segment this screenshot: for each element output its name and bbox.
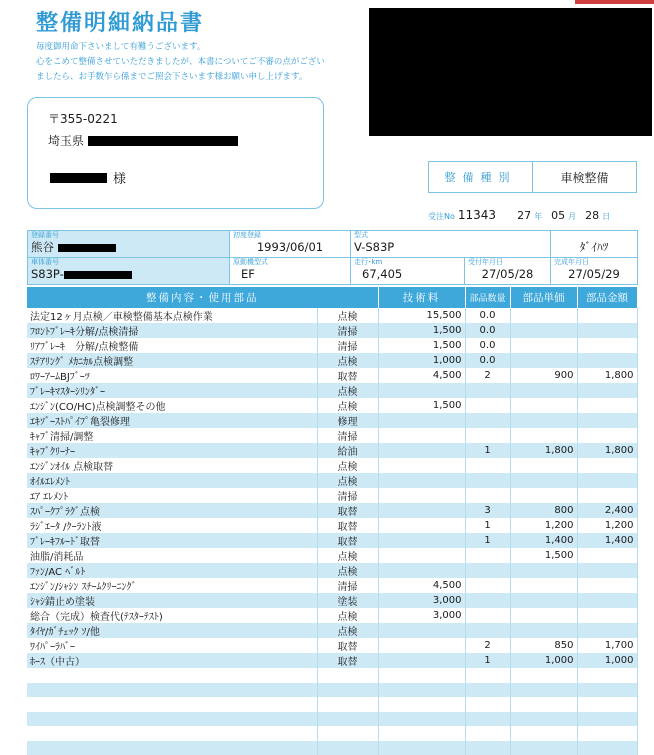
table-row — [27, 338, 637, 353]
table-row — [27, 308, 637, 323]
item-labor — [378, 443, 465, 458]
reception-month: 05 — [551, 209, 565, 222]
item-amount — [577, 413, 637, 428]
item-amount — [577, 563, 637, 578]
item-amount: 1,800 — [577, 443, 637, 458]
header-labor: 技術料 — [378, 287, 465, 308]
item-quantity: 2 — [465, 638, 510, 653]
item-amount — [577, 683, 637, 698]
day-unit: 日 — [602, 211, 610, 222]
table-row — [27, 353, 637, 368]
item-unit-price — [510, 413, 577, 428]
item-amount: 1,200 — [577, 518, 637, 533]
item-labor — [378, 383, 465, 398]
item-operation: 塗装 — [317, 593, 378, 608]
item-operation — [317, 741, 378, 755]
mileage-caption: 走行･km — [354, 258, 461, 267]
reg-no-value: 熊谷 — [31, 240, 226, 254]
item-operation: 点検 — [317, 398, 378, 413]
table-row — [27, 548, 637, 563]
table-row — [27, 443, 637, 458]
service-type-label: 整備種別 — [429, 162, 533, 192]
item-quantity — [465, 563, 510, 578]
month-unit: 月 — [568, 211, 576, 222]
item-labor — [378, 741, 465, 755]
item-quantity: 0.0 — [465, 308, 510, 323]
table-row — [27, 638, 637, 653]
customer-prefecture: 埼玉県 — [48, 132, 84, 149]
item-operation: 取替 — [317, 368, 378, 383]
item-unit-price: 900 — [510, 368, 577, 383]
item-operation: 清掃 — [317, 428, 378, 443]
item-description: ﾌｧﾝ/AC ﾍﾞﾙﾄ — [27, 563, 317, 578]
greeting-line: 心をこめて整備させていただきましたが、本書についてご不審の点がござい — [36, 55, 366, 70]
item-description — [27, 726, 317, 741]
table-row — [27, 368, 637, 383]
item-amount — [577, 623, 637, 638]
item-description: ｴﾝｼﾞﾝ/ｼｬｼﾝ ｽﾁｰﾑｸﾘｰﾆﾝｸﾞ — [27, 578, 317, 593]
item-unit-price — [510, 593, 577, 608]
item-labor — [378, 428, 465, 443]
item-unit-price: 1,200 — [510, 518, 577, 533]
reception-number: 11343 — [458, 208, 496, 222]
item-unit-price — [510, 473, 577, 488]
item-labor — [378, 683, 465, 698]
item-operation: 点検 — [317, 353, 378, 368]
item-unit-price — [510, 398, 577, 413]
item-amount — [577, 308, 637, 323]
customer-honorific: 様 — [113, 168, 126, 187]
chassis-value: S83P- — [31, 267, 226, 281]
item-amount — [577, 712, 637, 727]
item-operation — [317, 726, 378, 741]
item-amount — [577, 608, 637, 623]
item-operation: 清掃 — [317, 488, 378, 503]
table-row — [27, 741, 637, 755]
item-unit-price: 1,500 — [510, 548, 577, 563]
header-unit-price: 部品単価 — [510, 287, 577, 308]
item-description: ﾛﾜｰｱｰﾑBJﾌﾞｰﾂ — [27, 368, 317, 383]
item-amount: 1,700 — [577, 638, 637, 653]
table-row — [27, 563, 637, 578]
table-row — [27, 413, 637, 428]
item-quantity — [465, 383, 510, 398]
customer-address — [48, 132, 238, 149]
item-quantity — [465, 488, 510, 503]
greeting-line: 毎度御用命下さいまして有難うございます。 — [36, 40, 366, 55]
item-unit-price — [510, 323, 577, 338]
reg-no-cell — [28, 231, 230, 258]
item-description: ｽﾊﾟｰｸﾌﾟﾗｸﾞ点検 — [27, 503, 317, 518]
item-labor — [378, 563, 465, 578]
item-unit-price: 1,400 — [510, 533, 577, 548]
first-reg-cell — [230, 231, 351, 258]
item-amount — [577, 323, 637, 338]
item-operation: 点検 — [317, 458, 378, 473]
received-value: 27/05/28 — [468, 267, 547, 281]
item-quantity: 0.0 — [465, 338, 510, 353]
table-row — [27, 473, 637, 488]
table-row — [27, 488, 637, 503]
mileage-value: 67,405 — [354, 267, 461, 281]
item-description: 油脂/消耗品 — [27, 548, 317, 563]
reception-year: 27 — [517, 209, 531, 222]
table-row — [27, 697, 637, 712]
item-operation: 点検 — [317, 473, 378, 488]
redacted-address — [88, 136, 238, 146]
item-amount: 2,400 — [577, 503, 637, 518]
received-caption: 受付年月日 — [468, 258, 547, 267]
item-labor — [378, 413, 465, 428]
first-reg-caption: 初度登録 — [233, 231, 347, 240]
item-description: ｴﾝｼﾞﾝ(CO/HC)点検調整その他 — [27, 398, 317, 413]
document-title: 整備明細納品書 — [36, 6, 204, 37]
item-unit-price: 800 — [510, 503, 577, 518]
item-operation — [317, 697, 378, 712]
item-labor: 1,500 — [378, 338, 465, 353]
item-amount — [577, 428, 637, 443]
item-amount — [577, 726, 637, 741]
table-row — [27, 608, 637, 623]
item-description: 総合（完成）検査代(ﾃｽﾀｰﾃｽﾄ) — [27, 608, 317, 623]
item-labor: 4,500 — [378, 578, 465, 593]
item-quantity — [465, 473, 510, 488]
service-type-value: 車検整備 — [533, 162, 636, 192]
item-labor: 3,000 — [378, 593, 465, 608]
item-description: ｴｱ ｴﾚﾒﾝﾄ — [27, 488, 317, 503]
item-quantity: 1 — [465, 533, 510, 548]
received-cell — [465, 258, 551, 285]
model-value: V-S83P — [354, 240, 547, 254]
item-labor — [378, 712, 465, 727]
item-unit-price — [510, 683, 577, 698]
item-unit-price: 850 — [510, 638, 577, 653]
item-labor — [378, 697, 465, 712]
item-amount — [577, 338, 637, 353]
item-description: ｷｬﾌﾞ清掃/調整 — [27, 428, 317, 443]
first-reg-value: 1993/06/01 — [233, 240, 347, 254]
redacted-shop-info — [369, 8, 652, 136]
item-labor — [378, 668, 465, 683]
item-quantity: 0.0 — [465, 353, 510, 368]
item-amount — [577, 398, 637, 413]
table-row — [27, 323, 637, 338]
model-cell — [351, 231, 551, 258]
item-unit-price — [510, 697, 577, 712]
item-operation: 点検 — [317, 548, 378, 563]
item-quantity — [465, 548, 510, 563]
item-amount — [577, 458, 637, 473]
engine-value: EF — [233, 267, 347, 281]
item-unit-price — [510, 668, 577, 683]
item-unit-price — [510, 712, 577, 727]
item-operation: 清掃 — [317, 338, 378, 353]
item-description: ｴﾝｼﾞﾝｵｲﾙ 点検取替 — [27, 458, 317, 473]
customer-zip: 〒355-0221 — [48, 110, 118, 127]
item-description — [27, 697, 317, 712]
item-labor — [378, 638, 465, 653]
item-description: ﾜｲﾊﾟｰﾗﾊﾞｰ — [27, 638, 317, 653]
item-quantity — [465, 458, 510, 473]
reg-no-caption: 登録番号 — [31, 231, 226, 240]
chassis-caption: 車体番号 — [31, 258, 226, 267]
engine-cell — [230, 258, 351, 285]
item-amount — [577, 697, 637, 712]
redacted-name — [50, 173, 107, 183]
header-amount: 部品金額 — [577, 287, 637, 308]
item-quantity — [465, 712, 510, 727]
table-row — [27, 518, 637, 533]
completed-value: 27/05/29 — [554, 267, 634, 281]
item-labor: 1,500 — [378, 398, 465, 413]
item-labor: 1,000 — [378, 353, 465, 368]
item-unit-price: 1,000 — [510, 653, 577, 668]
item-labor: 3,000 — [378, 608, 465, 623]
item-unit-price — [510, 353, 577, 368]
item-operation: 取替 — [317, 638, 378, 653]
greeting-text — [36, 40, 366, 85]
item-amount — [577, 668, 637, 683]
item-quantity — [465, 683, 510, 698]
item-unit-price — [510, 338, 577, 353]
table-row — [27, 683, 637, 698]
table-row — [27, 458, 637, 473]
item-amount — [577, 353, 637, 368]
item-description: ｼｬｼ錆止め塗装 — [27, 593, 317, 608]
mileage-cell — [351, 258, 465, 285]
item-operation: 給油 — [317, 443, 378, 458]
item-quantity — [465, 697, 510, 712]
item-operation — [317, 683, 378, 698]
completed-caption: 完成年月日 — [554, 258, 634, 267]
item-labor — [378, 458, 465, 473]
item-labor: 15,500 — [378, 308, 465, 323]
item-unit-price — [510, 608, 577, 623]
item-description: ﾘｱﾌﾞﾚｰｷ 分解/点検整備 — [27, 338, 317, 353]
item-operation: 清掃 — [317, 323, 378, 338]
item-operation: 点検 — [317, 383, 378, 398]
table-row — [27, 533, 637, 548]
item-quantity — [465, 623, 510, 638]
item-description: ﾌﾛﾝﾄﾌﾞﾚｰｷ分解/点検清掃 — [27, 323, 317, 338]
item-operation: 取替 — [317, 653, 378, 668]
item-quantity — [465, 741, 510, 755]
header-qty: 部品数量 — [465, 287, 510, 308]
reception-info — [428, 208, 636, 222]
item-amount — [577, 741, 637, 755]
item-quantity — [465, 578, 510, 593]
item-amount — [577, 488, 637, 503]
item-labor — [378, 488, 465, 503]
item-quantity — [465, 668, 510, 683]
item-operation: 点検 — [317, 563, 378, 578]
item-labor — [378, 518, 465, 533]
item-amount — [577, 473, 637, 488]
item-amount: 1,400 — [577, 533, 637, 548]
item-operation: 清掃 — [317, 578, 378, 593]
item-description: ﾗｼﾞｴｰﾀ /ｸｰﾗﾝﾄ液 — [27, 518, 317, 533]
item-labor — [378, 503, 465, 518]
item-description — [27, 668, 317, 683]
item-operation: 修理 — [317, 413, 378, 428]
table-row — [27, 398, 637, 413]
item-description: ｷｬﾌﾞｸﾘｰﾅｰ — [27, 443, 317, 458]
item-unit-price — [510, 563, 577, 578]
item-labor: 1,500 — [378, 323, 465, 338]
item-description — [27, 741, 317, 755]
item-description: 法定12ヶ月点検／車検整備基本点検作業 — [27, 308, 317, 323]
item-operation — [317, 668, 378, 683]
table-row — [27, 593, 637, 608]
reception-day: 28 — [585, 209, 599, 222]
item-description — [27, 712, 317, 727]
item-unit-price — [510, 741, 577, 755]
item-amount: 1,800 — [577, 368, 637, 383]
vehicle-info-table — [27, 230, 638, 285]
item-operation: 取替 — [317, 533, 378, 548]
header-description: 整備内容・使用部品 — [27, 287, 378, 308]
chassis-cell — [28, 258, 230, 285]
item-labor — [378, 473, 465, 488]
red-stamp-fragment — [575, 0, 654, 4]
item-quantity: 1 — [465, 653, 510, 668]
item-unit-price — [510, 458, 577, 473]
customer-name — [50, 168, 126, 187]
item-labor — [378, 653, 465, 668]
item-unit-price: 1,800 — [510, 443, 577, 458]
item-description: ﾌﾞﾚｰｷﾌﾙｰﾄﾞ取替 — [27, 533, 317, 548]
year-unit: 年 — [534, 211, 542, 222]
item-amount — [577, 593, 637, 608]
item-quantity: 0.0 — [465, 323, 510, 338]
item-labor — [378, 533, 465, 548]
item-operation: 点検 — [317, 608, 378, 623]
model-caption: 型式 — [354, 231, 547, 240]
item-unit-price — [510, 308, 577, 323]
item-description — [27, 683, 317, 698]
table-row — [27, 668, 637, 683]
item-unit-price — [510, 488, 577, 503]
service-items-table — [27, 287, 638, 755]
table-row — [27, 578, 637, 593]
item-unit-price — [510, 726, 577, 741]
item-operation: 取替 — [317, 503, 378, 518]
item-quantity — [465, 398, 510, 413]
item-description: ｽﾃｱﾘﾝｸﾞ ﾒｶﾆｶﾙ点検調整 — [27, 353, 317, 368]
redacted-reg — [58, 244, 116, 252]
item-quantity — [465, 726, 510, 741]
item-operation: 点検 — [317, 308, 378, 323]
item-unit-price — [510, 578, 577, 593]
completed-cell — [551, 258, 638, 285]
item-quantity — [465, 608, 510, 623]
item-amount — [577, 578, 637, 593]
item-amount — [577, 548, 637, 563]
item-quantity: 1 — [465, 443, 510, 458]
table-row — [27, 712, 637, 727]
item-unit-price — [510, 383, 577, 398]
item-labor — [378, 726, 465, 741]
item-unit-price — [510, 428, 577, 443]
item-quantity: 3 — [465, 503, 510, 518]
item-amount: 1,000 — [577, 653, 637, 668]
maker-value: ﾀﾞｲﾊﾂ — [554, 240, 634, 254]
engine-caption: 原動機型式 — [233, 258, 347, 267]
item-description: ﾀｲﾔ/ｶﾞﾁｪｯｸ ｿ/他 — [27, 623, 317, 638]
item-description: ｴｷｿﾞｰｽﾄﾊﾟｲﾌﾟ亀裂修理 — [27, 413, 317, 428]
item-labor — [378, 623, 465, 638]
item-quantity: 2 — [465, 368, 510, 383]
item-description: ﾌﾞﾚｰｷﾏｽﾀｰｼﾘﾝﾀﾞｰ — [27, 383, 317, 398]
item-amount — [577, 383, 637, 398]
table-row — [27, 503, 637, 518]
item-quantity — [465, 593, 510, 608]
greeting-line: ましたら、お手数乍ら係までご照会下さいます様お願い申し上げます。 — [36, 70, 366, 85]
redacted-chassis — [64, 271, 132, 279]
service-type-box — [428, 161, 637, 193]
table-row — [27, 428, 637, 443]
item-description: ﾎｰｽ（中古） — [27, 653, 317, 668]
maker-cell — [551, 231, 638, 258]
item-labor — [378, 548, 465, 563]
item-quantity: 1 — [465, 518, 510, 533]
item-operation: 取替 — [317, 518, 378, 533]
table-row — [27, 726, 637, 741]
table-row — [27, 653, 637, 668]
item-labor: 4,500 — [378, 368, 465, 383]
item-operation: 点検 — [317, 623, 378, 638]
item-unit-price — [510, 623, 577, 638]
item-quantity — [465, 428, 510, 443]
table-row — [27, 383, 637, 398]
reception-label: 受注No — [428, 211, 455, 222]
item-operation — [317, 712, 378, 727]
item-quantity — [465, 413, 510, 428]
table-row — [27, 623, 637, 638]
item-description: ｵｲﾙｴﾚﾒﾝﾄ — [27, 473, 317, 488]
